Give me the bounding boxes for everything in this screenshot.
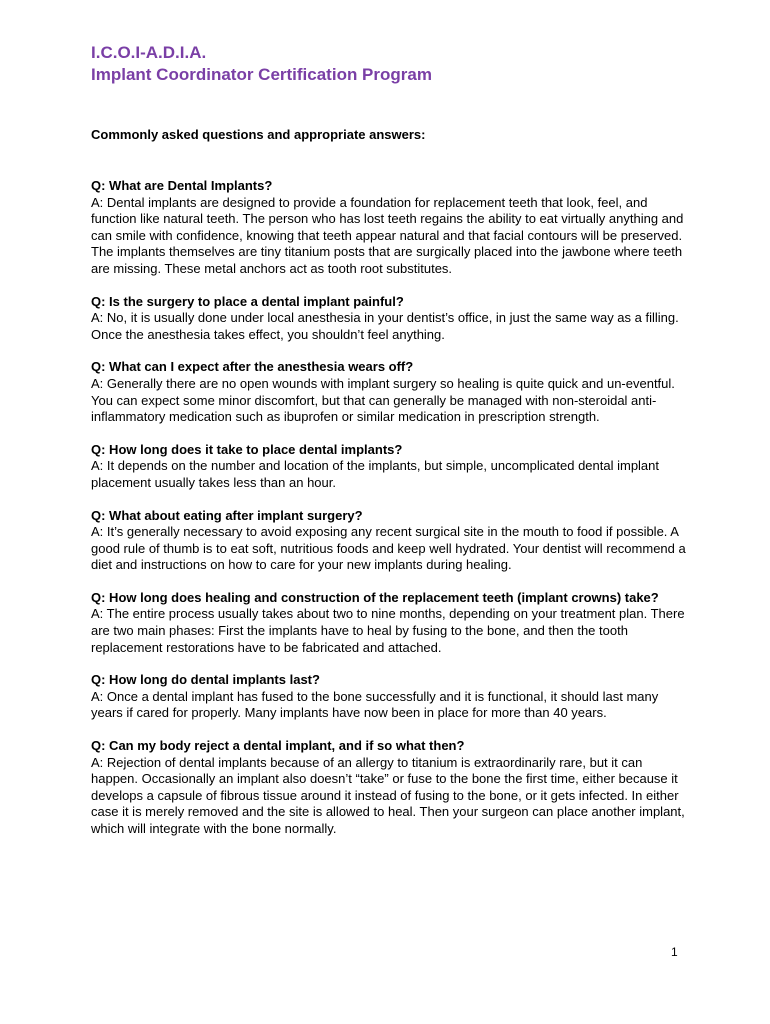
- faq-question: Q: What about eating after implant surgery?: [91, 507, 363, 523]
- faq-answer: A: No, it is usually done under local anesthesia in your dentist’s office, in just the same way as a filling. Once the anesthesia takes effect, you shouldn’t feel anything.: [91, 310, 679, 342]
- faq-question: Q: What can I expect after the anesthesia wears off?: [91, 359, 414, 375]
- faq-answer: A: Rejection of dental implants because of an allergy to titanium is extraordinarily rare, but it can happen. Occasionally an implant also doesn’t “take” or fuse to the bone the first time, either because it develops a capsule of fibrous tissue around it instead of fusing to the bone, or it gets infected. In either case it is merely removed and the site is allowed to heal. Then your surgeon can place another implant, which will integrate with the bone normally.: [91, 754, 685, 836]
- faq-answer: A: Dental implants are designed to provide a foundation for replacement teeth that look, feel, and function like natural teeth. The person who has lost teeth regains the ability to eat virtually anything and can smile with confidence, knowing that teeth appear natural and that facial contours will be preserved. The implants themselves are tiny titanium posts that are surgically placed into the jawbone where teeth are missing. These metal anchors act as tooth root substitutes.: [91, 194, 684, 276]
- faq-answer: A: It’s generally necessary to avoid exposing any recent surgical site in the mouth to food if possible. A good rule of thumb is to eat soft, nutritious foods and keep well hydrated. Your dentist will recommend a diet and instructions on how to care for your new implants during healing.: [91, 524, 686, 573]
- faq-item: [91, 178, 691, 278]
- page-number: 1: [671, 945, 678, 959]
- faq-question: Q: How long do dental implants last?: [91, 672, 320, 688]
- faq-answer: A: It depends on the number and location of the implants, but simple, uncomplicated dental implant placement usually takes less than an hour.: [91, 458, 660, 490]
- faq-question: Q: How long does it take to place dental implants?: [91, 441, 403, 457]
- faq-item: [91, 442, 691, 492]
- program-title: Implant Coordinator Certification Program: [91, 65, 432, 84]
- faq-question: Q: Can my body reject a dental implant, and if so what then?: [91, 738, 465, 754]
- faq-answer: A: Generally there are no open wounds with implant surgery so healing is quite quick and un-eventful. You can expect some minor discomfort, but that can generally be managed with non-steroidal anti-inflammatory medication such as ibuprofen or similar medication in prescription strength.: [91, 375, 675, 425]
- faq-question: Q: How long does healing and construction of the replacement teeth (implant crowns) take?: [91, 589, 659, 605]
- intro-heading: Commonly asked questions and appropriate answers:: [91, 127, 426, 142]
- faq-answer: A: Once a dental implant has fused to the bone successfully and it is functional, it should last many years if cared for properly. Many implants have now been in place for more than 40 years.: [91, 688, 659, 721]
- faq-item: [91, 590, 691, 656]
- faq-item: [91, 672, 691, 722]
- faq-list: [91, 178, 691, 854]
- faq-item: [91, 294, 691, 344]
- faq-item: [91, 738, 691, 838]
- document-header: [91, 42, 711, 86]
- organization-title: I.C.O.I-A.D.I.A.: [91, 43, 207, 62]
- faq-item: [91, 359, 691, 425]
- faq-item: [91, 508, 691, 574]
- faq-question: Q: Is the surgery to place a dental implant painful?: [91, 293, 404, 309]
- faq-question: Q: What are Dental Implants?: [91, 178, 273, 193]
- faq-answer: A: The entire process usually takes about two to nine months, depending on your treatment plan. There are two main phases: First the implants have to heal by fusing to the bone, and then the tooth replacement restorations have to be fabricated and attached.: [91, 606, 685, 655]
